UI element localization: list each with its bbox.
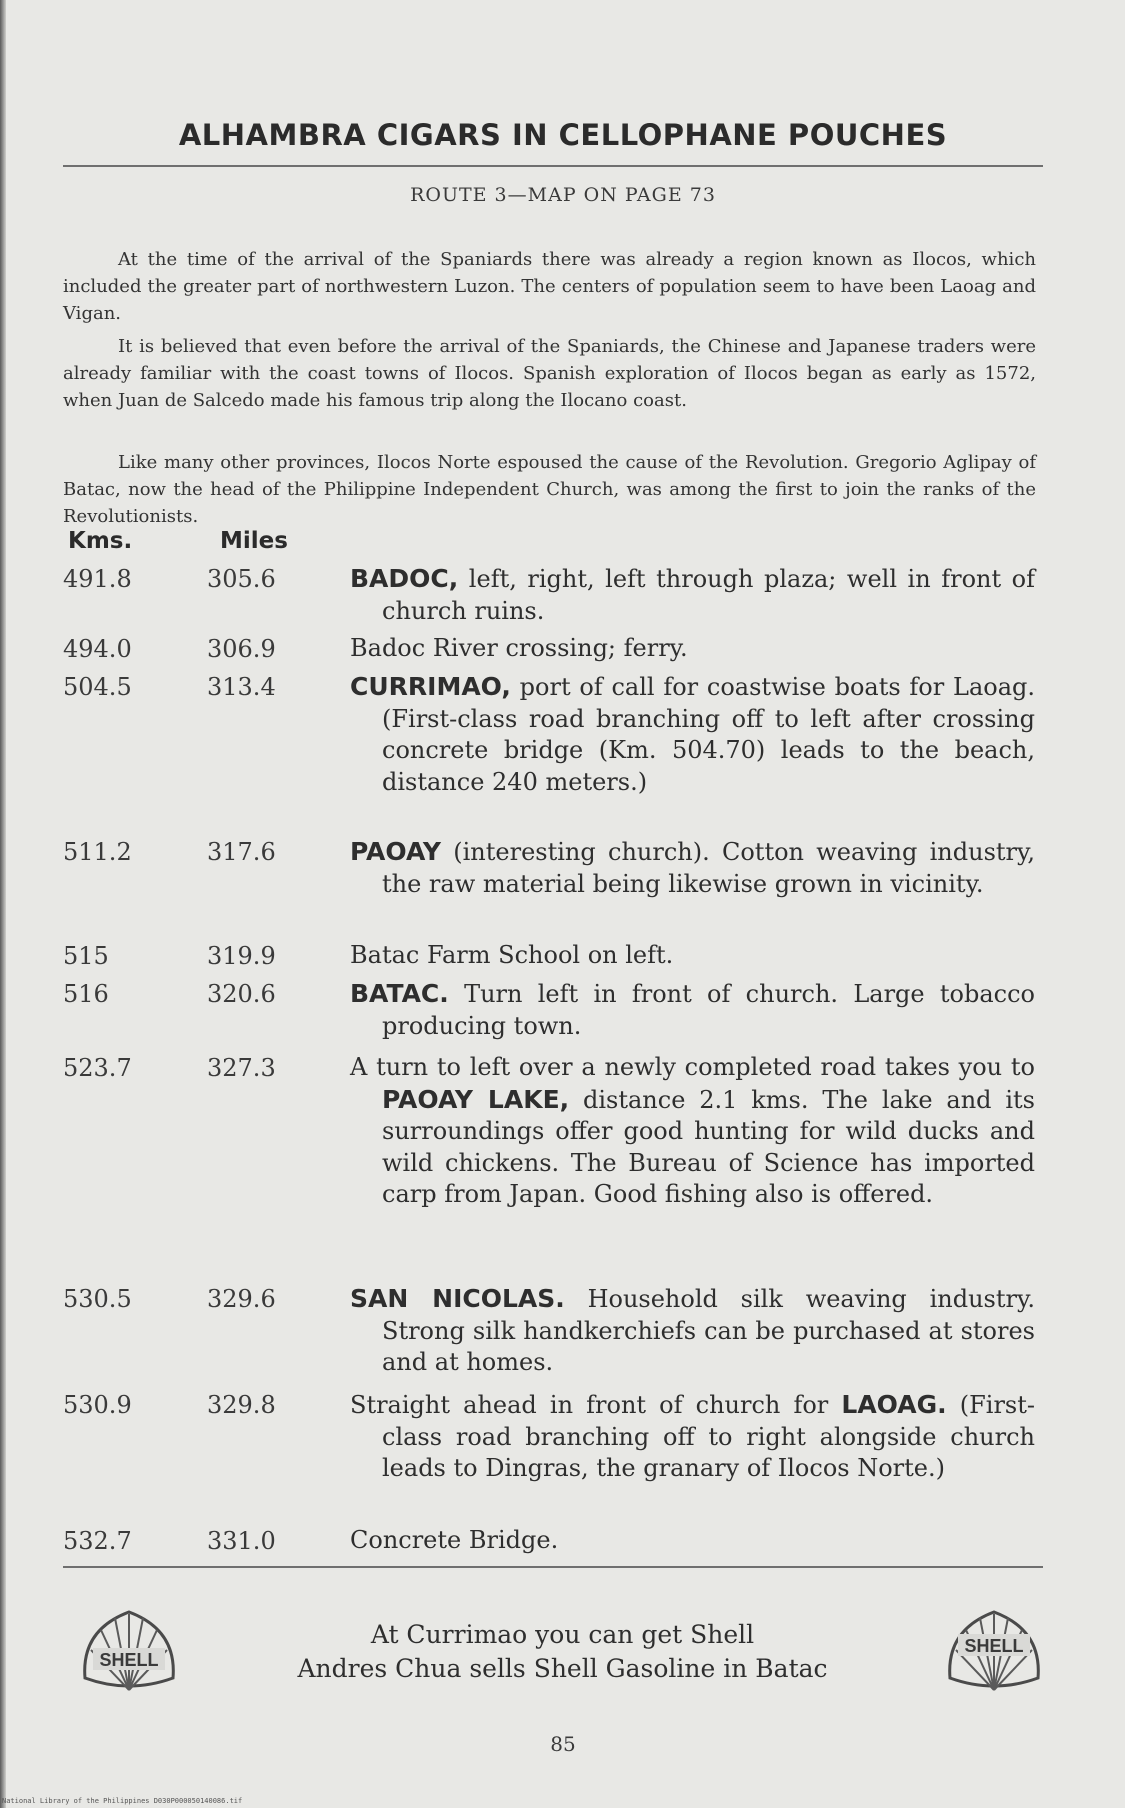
kms-value: 491.8 (63, 565, 132, 593)
entry-description (350, 1389, 1035, 1485)
bottom-rule (63, 1566, 1043, 1568)
intro-paragraph-2: It is believed that even before the arrival of the Spaniards, the Chinese and Japanese traders were already familiar with the coast towns of Ilocos. Spanish exploration of Ilocos began as early as 1572, when Juan de Salcedo made his famous trip along the Ilocano coast. (63, 336, 1036, 411)
page-number: 85 (550, 1732, 576, 1756)
page-edge-shadow (0, 0, 6, 1808)
miles-value: 331.0 (207, 1527, 276, 1555)
entry-text-continued: distance 2.1 kms. The lake and its surroundings offer good hunting for wild ducks and wild chickens. The Bureau of Science has imported carp from Japan. Good fishing also is offered. (382, 1085, 1035, 1208)
entry-description (350, 633, 1035, 665)
kms-value: 494.0 (63, 635, 132, 663)
entry-description (350, 940, 1035, 972)
scan-attribution: National Library of the Philippines D030P000050140086.tif (2, 1797, 243, 1805)
intro-paragraph-3: Like many other provinces, Ilocos Norte espoused the cause of the Revolution. Gregorio Aglipay of Batac, now the head of the Philippine Independent Church, was among the first to join the ranks of the Revolutionists. (63, 452, 1036, 527)
entry-description (350, 1525, 1035, 1557)
route-subtitle: ROUTE 3—MAP ON PAGE 73 (410, 184, 716, 206)
entry-text: Turn left in front of church. Large tobacco producing town. (382, 980, 1035, 1040)
entry-text: port of call for coastwise boats for Laoag. (First-class road branching off to left after crossing concrete bridge (Km. 504.70) leads to the beach, distance 240 meters.) (382, 673, 1035, 796)
entry-text: A turn to left over a newly completed road takes you to (350, 1053, 1035, 1081)
place-name: CURRIMAO, (350, 672, 511, 701)
entry-description (350, 1052, 1035, 1211)
entry-description (350, 978, 1035, 1042)
svg-text:SHELL: SHELL (99, 1650, 159, 1670)
place-name: LAOAG. (841, 1390, 947, 1419)
footer-line-2: Andres Chua sells Shell Gasoline in Batac (297, 1654, 828, 1683)
shell-shell-icon (75, 1600, 183, 1700)
kms-column-header: Kms. (68, 528, 133, 554)
kms-value: 504.5 (63, 673, 132, 701)
entry-text: Straight ahead in front of church for (350, 1391, 842, 1419)
miles-column-header: Miles (220, 528, 288, 554)
kms-value: 532.7 (63, 1527, 132, 1555)
kms-value: 530.9 (63, 1391, 132, 1419)
shell-shell-icon (940, 1600, 1048, 1700)
miles-value: 319.9 (207, 942, 276, 970)
miles-value: 317.6 (207, 838, 276, 866)
miles-value: 306.9 (207, 635, 276, 663)
kms-value: 523.7 (63, 1054, 132, 1082)
entry-description (350, 671, 1035, 798)
miles-value: 327.3 (207, 1054, 276, 1082)
entry-text: Batac Farm School on left. (350, 941, 674, 969)
place-name: SAN NICOLAS. (350, 1284, 565, 1313)
intro-paragraph-1: At the time of the arrival of the Spaniards there was already a region known as Ilocos, which included the greater part of northwestern Luzon. The centers of population seem to have been Laoag and Vigan. (63, 249, 1036, 324)
page-headline: ALHAMBRA CIGARS IN CELLOPHANE POUCHES (178, 118, 948, 152)
kms-value: 530.5 (63, 1285, 132, 1313)
miles-value: 313.4 (207, 673, 276, 701)
entry-text: Household silk weaving industry. Strong silk handkerchiefs can be purchased at stores and at homes. (382, 1285, 1035, 1376)
place-name: BATAC. (350, 979, 449, 1008)
shell-logo-right (940, 1600, 1048, 1700)
entry-text-continued: (First-class road branching off to right alongside church leads to Dingras, the granary of Ilocos Norte.) (382, 1391, 1035, 1482)
miles-value: 329.6 (207, 1285, 276, 1313)
kms-value: 511.2 (63, 838, 132, 866)
miles-value: 320.6 (207, 980, 276, 1008)
entry-text: Badoc River crossing; ferry. (350, 634, 688, 662)
entry-text: left, right, left through plaza; well in front of church ruins. (382, 565, 1035, 625)
place-name: BADOC, (350, 564, 459, 593)
footer-line-1: At Currimao you can get Shell (370, 1620, 755, 1649)
entry-description (350, 1283, 1035, 1379)
kms-value: 515 (63, 942, 109, 970)
entry-description (350, 836, 1035, 900)
shell-logo-left (75, 1600, 183, 1700)
kms-value: 516 (63, 980, 109, 1008)
miles-value: 305.6 (207, 565, 276, 593)
miles-value: 329.8 (207, 1391, 276, 1419)
entry-text: (interesting church). Cotton weaving industry, the raw material being likewise grown in vicinity. (382, 838, 1035, 898)
svg-text:SHELL: SHELL (964, 1636, 1024, 1656)
place-name: PAOAY LAKE, (382, 1084, 570, 1114)
entry-text: Concrete Bridge. (350, 1526, 559, 1554)
top-rule (63, 165, 1043, 167)
entry-description (350, 563, 1035, 627)
place-name: PAOAY (350, 837, 442, 866)
